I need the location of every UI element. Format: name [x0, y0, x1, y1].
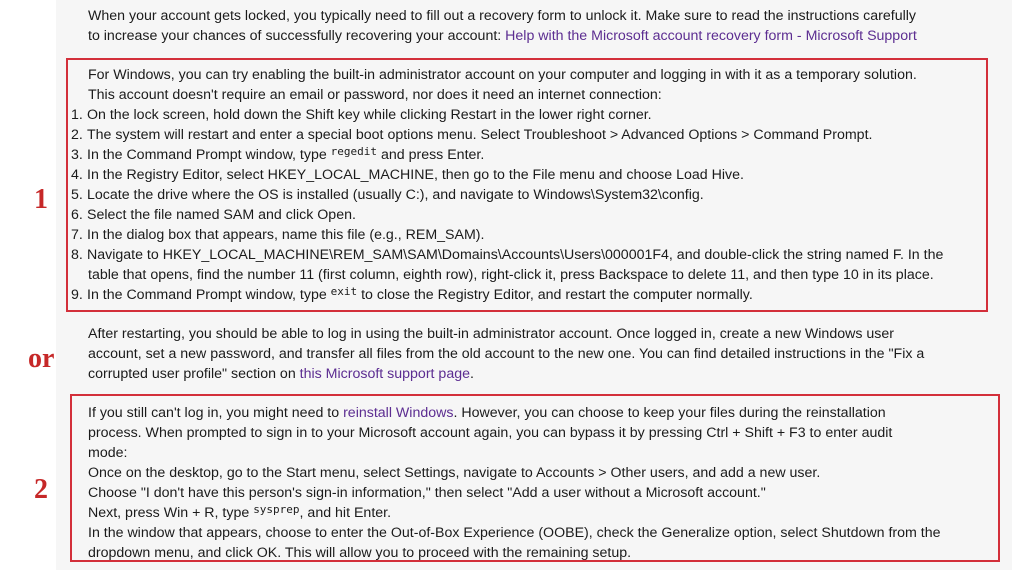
section-2-marker: 2	[34, 474, 48, 505]
step-1	[71, 105, 652, 125]
step-number: 9.	[71, 287, 83, 303]
or-marker: or	[28, 343, 55, 374]
recovery-form-link[interactable]: Help with the Microsoft account recovery form - Microsoft Support	[505, 28, 917, 44]
section-2-line-3: mode:	[88, 445, 128, 461]
section-2-line-6	[88, 503, 391, 524]
section-1-intro-line-2: This account doesn't require an email or password, nor does it need an internet connection:	[88, 87, 662, 103]
section-1-marker: 1	[34, 184, 48, 215]
step-text: Locate the drive where the OS is installed (usually C:), and navigate to Windows\System32\config.	[87, 187, 704, 203]
step-9	[71, 285, 753, 306]
section-2-line-4: Once on the desktop, go to the Start menu, select Settings, navigate to Accounts > Other users, and add a new user.	[88, 465, 821, 481]
step-text: On the lock screen, hold down the Shift key while clicking Restart in the lower right corner.	[87, 107, 652, 123]
step-text: In the Command Prompt window, type	[87, 287, 331, 303]
regedit-code: regedit	[330, 145, 378, 158]
section-2-line-1-text: If you still can't log in, you might need to	[88, 405, 344, 421]
section-2-line-6-text: Next, press Win + R, type	[88, 505, 254, 521]
step-number: 4.	[71, 167, 83, 183]
after-line-2: account, set a new password, and transfer all files from the old account to the new one. You can find detailed instructions in the "Fix a	[88, 346, 925, 362]
step-text: In the Registry Editor, select HKEY_LOCAL_MACHINE, then go to the File menu and choose Load Hive.	[87, 167, 744, 183]
step-number: 5.	[71, 187, 83, 203]
step-4	[71, 165, 744, 185]
step-number: 2.	[71, 127, 83, 143]
step-3	[71, 145, 484, 166]
support-page-link[interactable]: this Microsoft support page	[299, 366, 470, 382]
section-2-line-1-end: . However, you can choose to keep your files during the reinstallation	[453, 405, 886, 421]
step-7	[71, 225, 484, 245]
after-line-3	[88, 364, 474, 384]
intro-line-1: When your account gets locked, you typically need to fill out a recovery form to unlock it. Make sure to read the instructions carefully	[88, 8, 917, 24]
step-number: 3.	[71, 147, 83, 163]
exit-code: exit	[330, 285, 358, 298]
step-text: The system will restart and enter a special boot options menu. Select Troubleshoot > Advanced Options > Command Prompt.	[87, 127, 873, 143]
step-number: 7.	[71, 227, 83, 243]
step-text: In the dialog box that appears, name this file (e.g., REM_SAM).	[87, 227, 485, 243]
sysprep-code: sysprep	[253, 503, 300, 516]
step-text: Navigate to HKEY_LOCAL_MACHINE\REM_SAM\SAM\Domains\Accounts\Users\000001F4, and double-click the string named F. In the	[87, 247, 944, 263]
section-2-line-5: Choose "I don't have this person's sign-in information," then select "Add a user without a Microsoft account."	[88, 485, 766, 501]
step-text-end: and press Enter.	[377, 147, 485, 163]
step-8-continued: table that opens, find the number 11 (first column, eighth row), right-click it, press Backspace to delete 11, and then type 10 in its place.	[88, 267, 934, 283]
section-2-line-7: In the window that appears, choose to enter the Out-of-Box Experience (OOBE), check the Generalize option, select Shutdown from the	[88, 525, 941, 541]
section-2-line-1	[88, 403, 886, 423]
step-text-end: to close the Registry Editor, and restart the computer normally.	[357, 287, 753, 303]
after-line-3-text: corrupted user profile" section on	[88, 366, 300, 382]
intro-line-2-text: to increase your chances of successfully recovering your account:	[88, 28, 506, 44]
step-text: Select the file named SAM and click Open.	[87, 207, 356, 223]
step-text: In the Command Prompt window, type	[87, 147, 331, 163]
step-number: 8.	[71, 247, 83, 263]
step-2	[71, 125, 872, 145]
after-line-1: After restarting, you should be able to log in using the built-in administrator account. Once logged in, create a new Windows user	[88, 326, 894, 342]
section-2-line-2: process. When prompted to sign in to your Microsoft account again, you can bypass it by pressing Ctrl + Shift + F3 to enter audit	[88, 425, 893, 441]
step-6	[71, 205, 356, 225]
step-number: 1.	[71, 107, 83, 123]
reinstall-windows-link[interactable]: reinstall Windows	[343, 405, 454, 421]
section-2-line-6-end: , and hit Enter.	[299, 505, 392, 521]
after-line-3-end: .	[470, 366, 474, 382]
intro-line-2	[88, 26, 917, 46]
step-8	[71, 245, 943, 265]
section-2-line-8: dropdown menu, and click OK. This will allow you to proceed with the remaining setup.	[88, 545, 632, 561]
section-1-intro-line-1: For Windows, you can try enabling the built-in administrator account on your computer and logging in with it as a temporary solution.	[88, 67, 917, 83]
step-5	[71, 185, 704, 205]
step-number: 6.	[71, 207, 83, 223]
